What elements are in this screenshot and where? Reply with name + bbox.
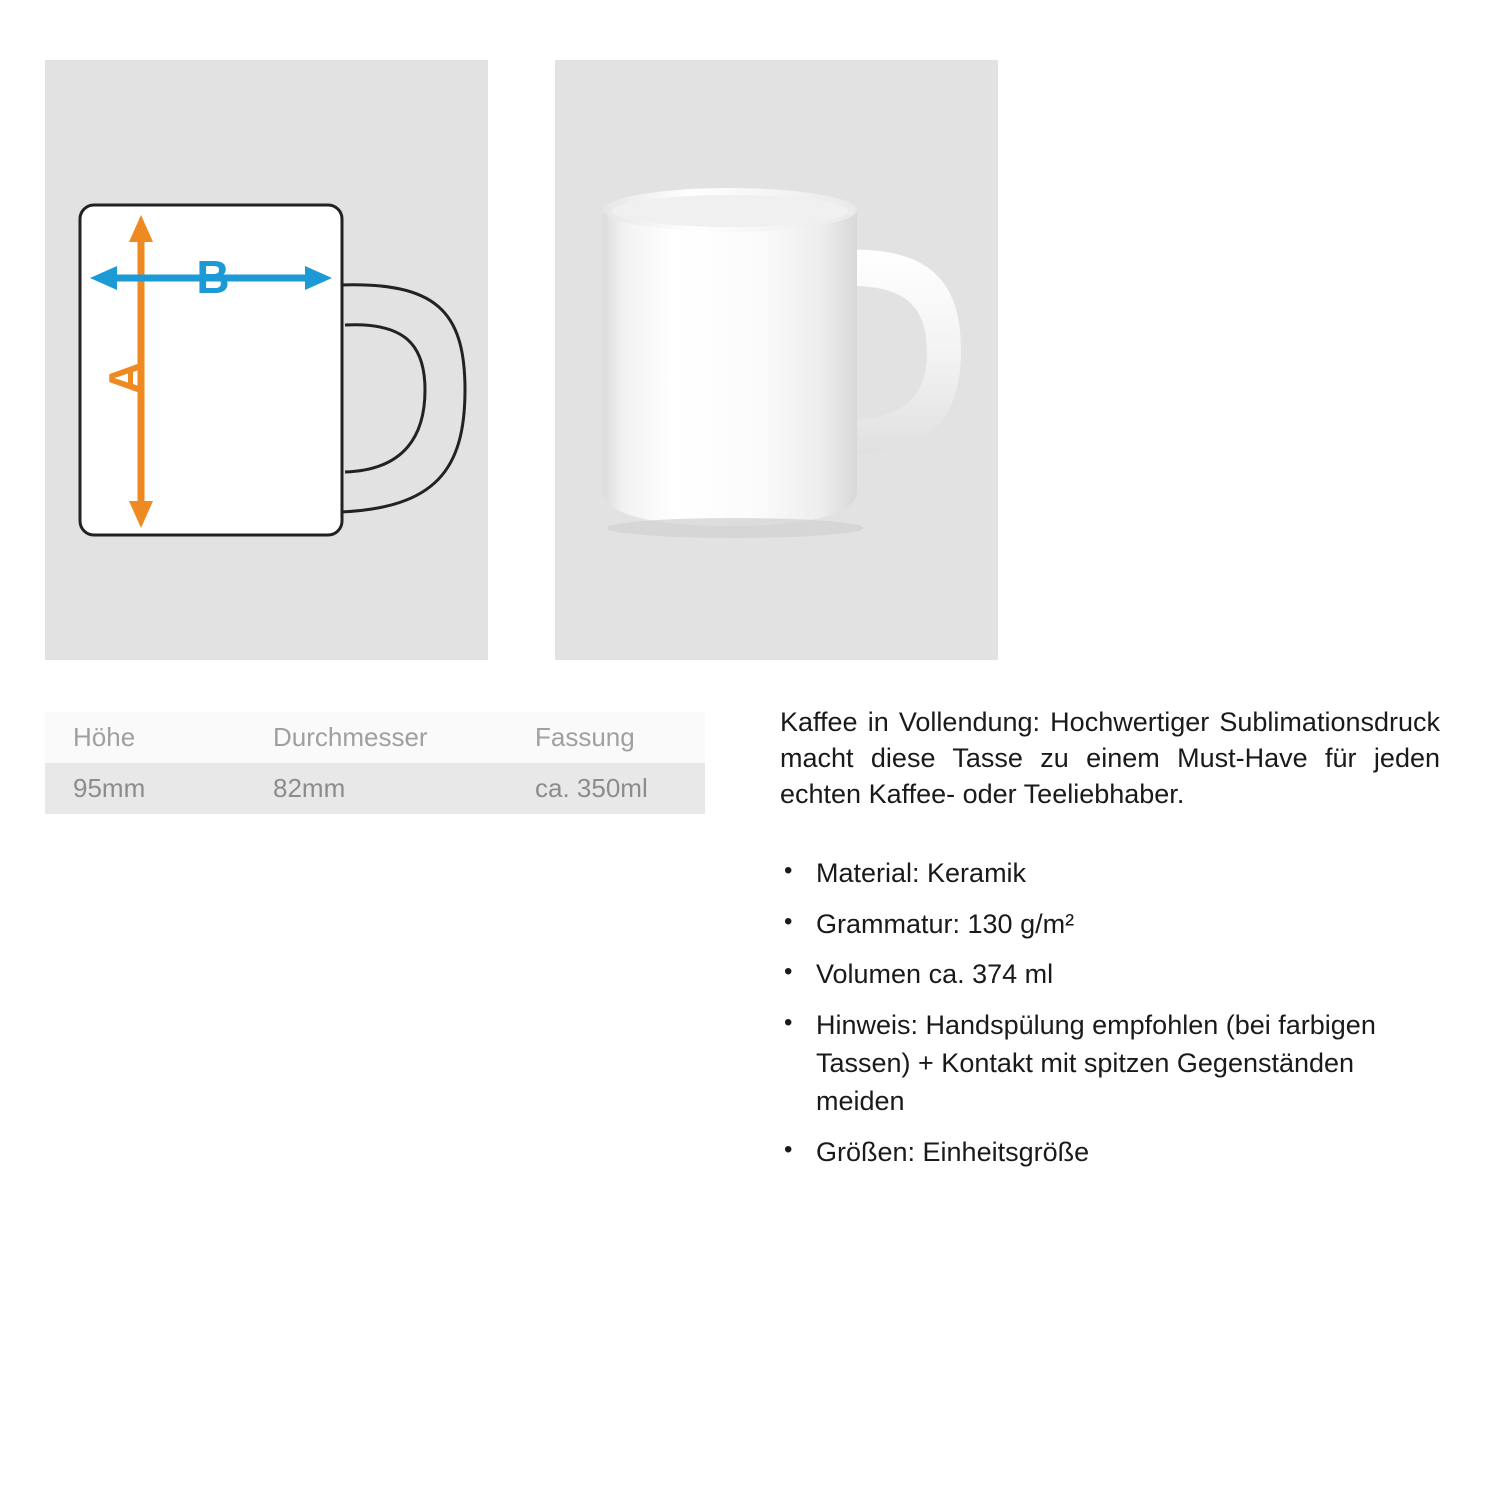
list-item: • Grammatur: 130 g/m² bbox=[780, 906, 1440, 944]
product-description bbox=[780, 705, 1440, 1184]
mug-body bbox=[603, 210, 857, 526]
spec-header-capacity: Fassung bbox=[507, 712, 705, 763]
list-item: • Hinweis: Handspülung empfohlen (bei farbigen Tassen) + Kontakt mit spitzen Gegenständen meiden bbox=[780, 1007, 1440, 1120]
spec-table bbox=[45, 712, 705, 814]
mug-shadow bbox=[607, 518, 863, 538]
spec-value-capacity: ca. 350ml bbox=[507, 763, 705, 814]
spec-value-height: 95mm bbox=[45, 763, 245, 814]
width-label-b: B bbox=[196, 251, 230, 303]
spec-header-height: Höhe bbox=[45, 712, 245, 763]
product-image-gallery bbox=[45, 60, 1055, 660]
description-intro: Kaffee in Vollendung: Hochwertiger Sublimationsdruck macht diese Tasse zu einem Must-Have für jeden echten Kaffee- oder Teeliebhaber. bbox=[780, 707, 1440, 809]
mug-dimensions-diagram bbox=[45, 60, 488, 660]
mug-photo-svg bbox=[555, 60, 998, 660]
spec-table-header-row bbox=[45, 712, 705, 763]
description-bullet-list bbox=[780, 855, 1440, 1172]
spec-value-diameter: 82mm bbox=[245, 763, 507, 814]
mug-handle bbox=[843, 250, 961, 454]
list-item: • Volumen ca. 374 ml bbox=[780, 956, 1440, 994]
spec-table-value-row bbox=[45, 763, 705, 814]
height-label-a: A bbox=[99, 361, 151, 395]
spec-header-diameter: Durchmesser bbox=[245, 712, 507, 763]
list-item: • Material: Keramik bbox=[780, 855, 1440, 893]
mug-handle-outline bbox=[340, 285, 465, 512]
list-item: • Größen: Einheitsgröße bbox=[780, 1134, 1440, 1172]
dimensions-svg bbox=[45, 60, 488, 660]
mug-photo-white bbox=[555, 60, 998, 660]
mug-handle-inner-outline bbox=[345, 325, 425, 472]
mug-rim-inner bbox=[612, 195, 848, 227]
